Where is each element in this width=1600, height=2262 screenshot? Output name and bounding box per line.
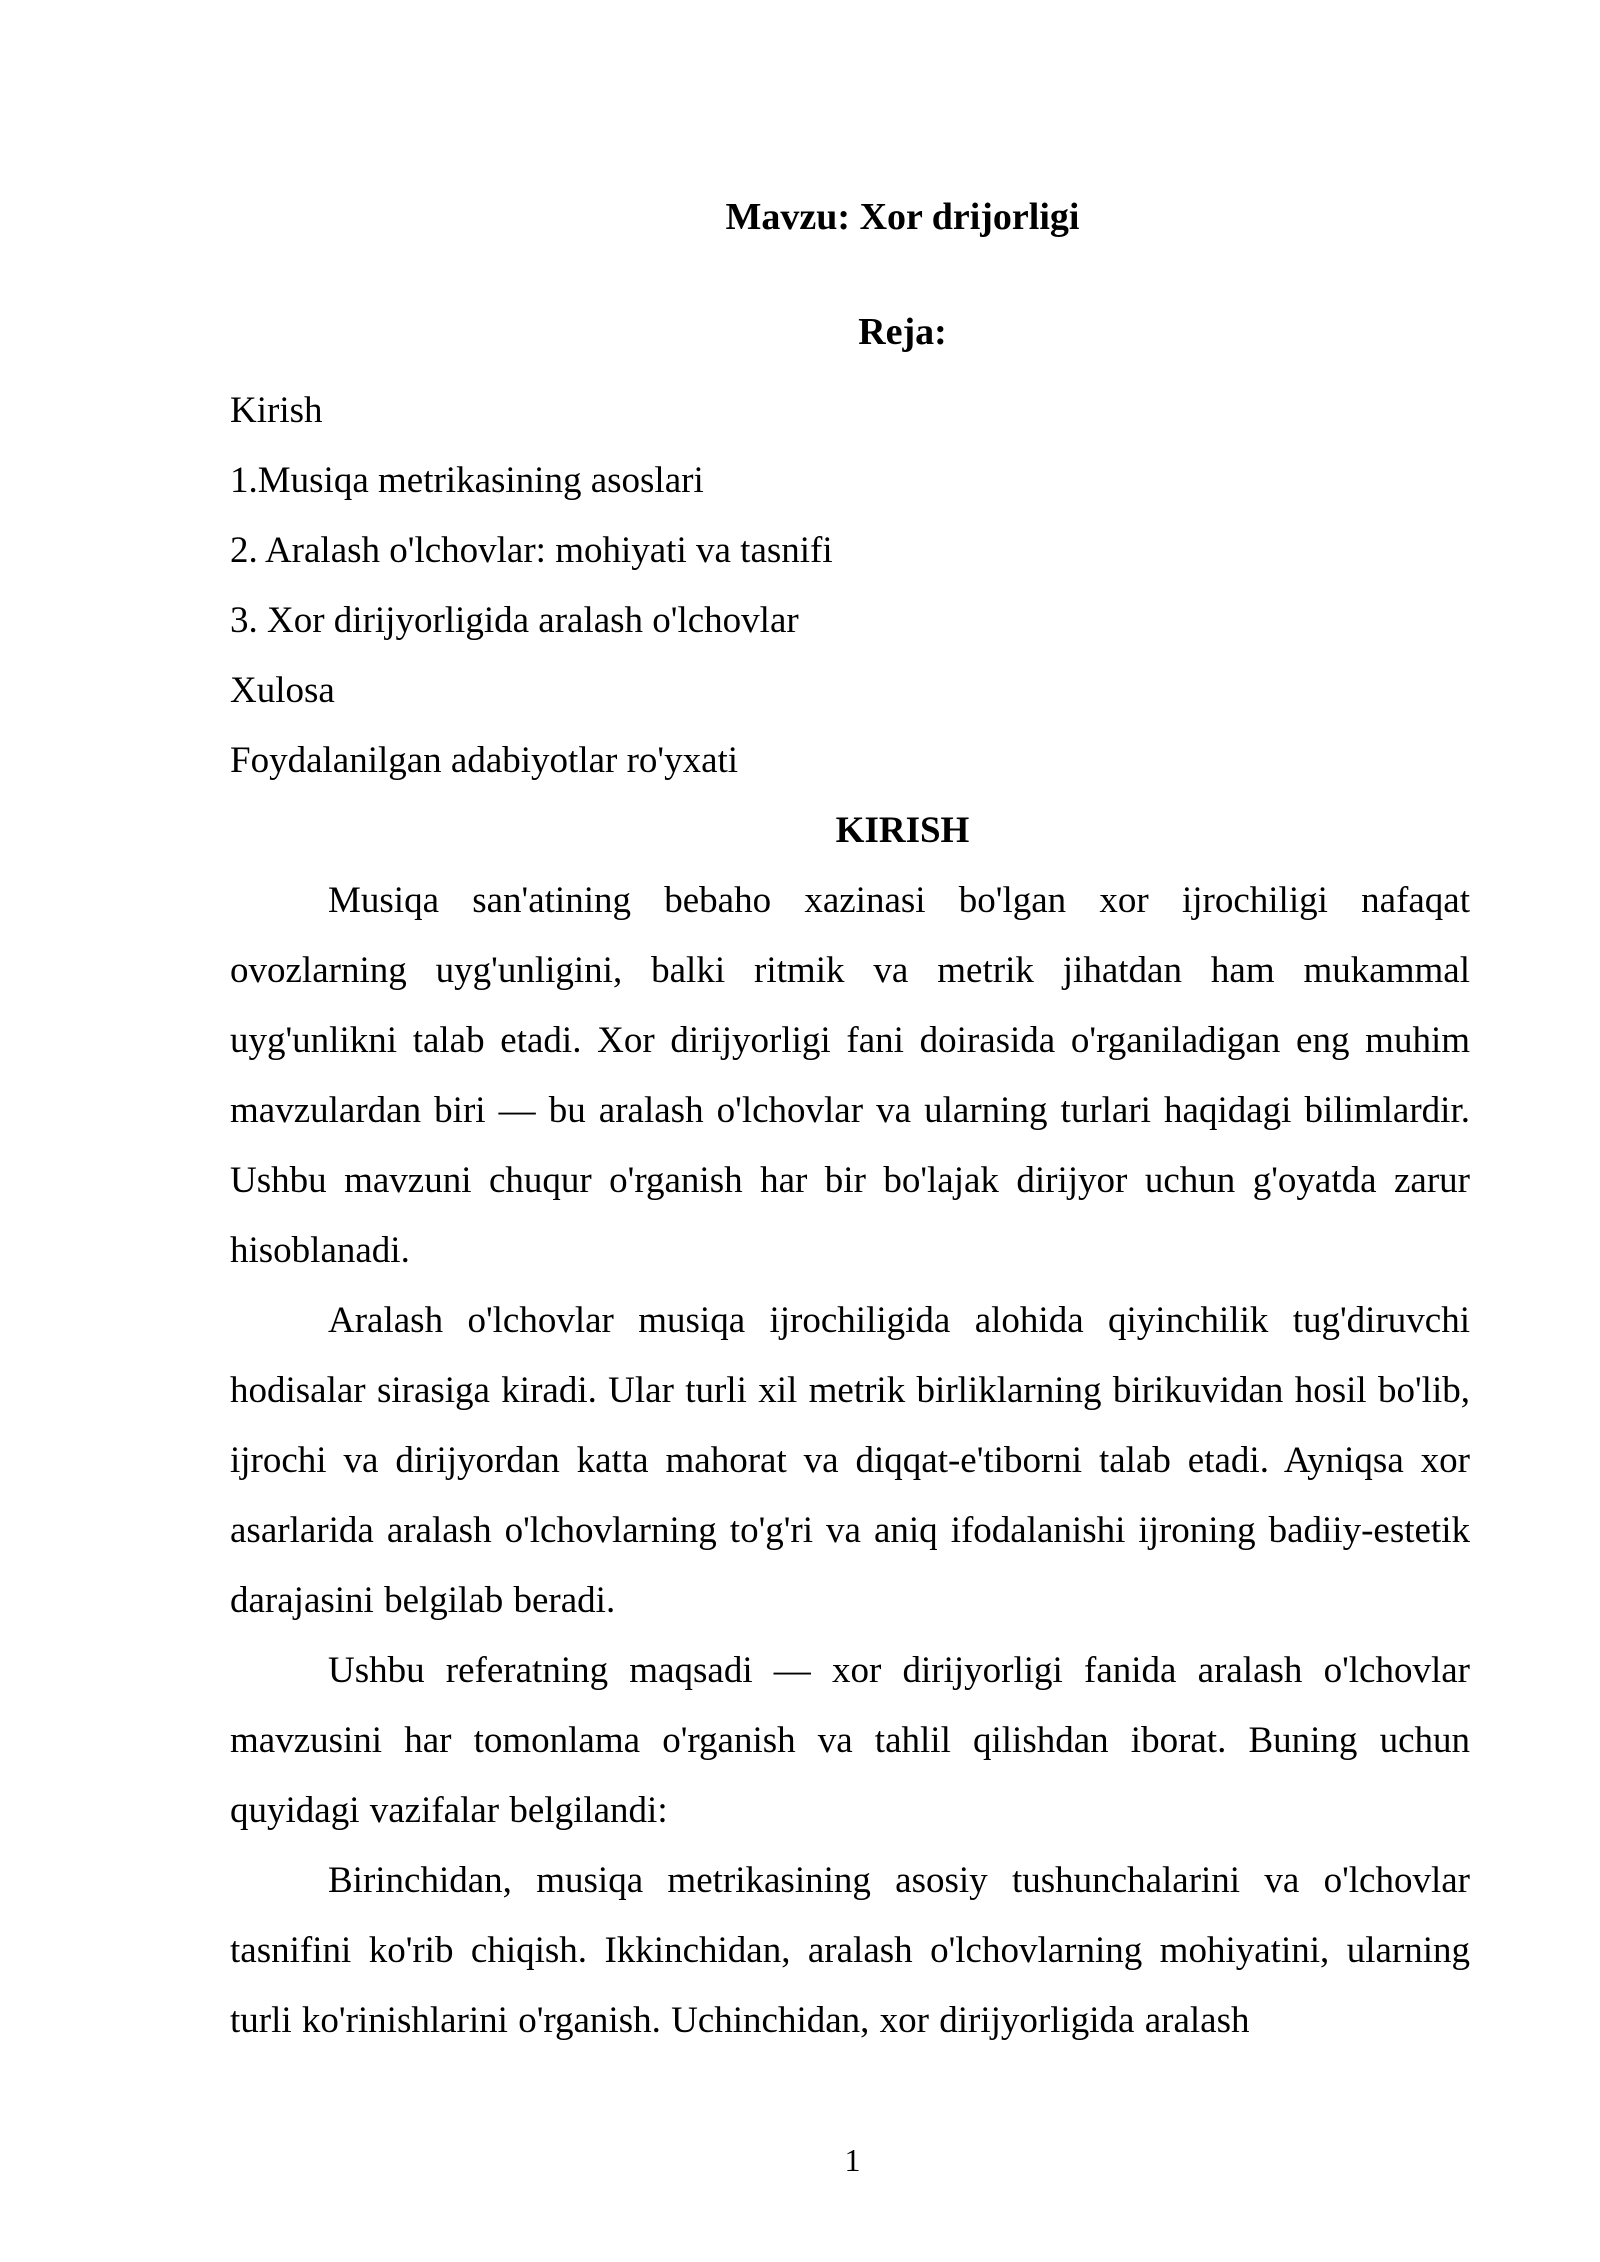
body-paragraph: Aralash o'lchovlar musiqa ijrochiligida alohida qiyinchilik tug'diruvchi hodisalar sirasiga kiradi. Ular turli xil metrik birliklarning birikuvidan hosil bo'lib, ijrochi va dirijyordan katta mahorat va diqqat-e'tiborni talab etadi. Ayniqsa xor asarlarida aralash o'lchovlarning to'g'ri va aniq ifodalanishi ijroning badiiy-estetik darajasini belgilab beradi. xyxy=(230,1300,1470,1621)
page-content xyxy=(230,192,1470,2056)
plan-item: 3. Xor dirijyorligida aralash o'lchovlar xyxy=(230,600,799,641)
section-heading-kirish: KIRISH xyxy=(835,810,970,851)
plan-item: Xulosa xyxy=(230,670,335,711)
plan-item: Foydalanilgan adabiyotlar ro'yxati xyxy=(230,740,739,781)
plan-heading: Reja: xyxy=(858,311,947,353)
body-paragraph: Musiqa san'atining bebaho xazinasi bo'lgan xor ijrochiligi nafaqat ovozlarning uyg'unligini, balki ritmik va metrik jihatdan ham mukammal uyg'unlikni talab etadi. Xor dirijyorligi fani doirasida o'rganiladigan eng muhim mavzulardan biri — bu aralash o'lchovlar va ularning turlari haqidagi bilimlardir. Ushbu mavzuni chuqur o'rganish har bir bo'lajak dirijyor uchun g'oyatda zarur hisoblanadi. xyxy=(230,880,1470,1271)
plan-item: Kirish xyxy=(230,390,323,431)
body-paragraph: Ushbu referatning maqsadi — xor dirijyorligi fanida aralash o'lchovlar mavzusini har tomonlama o'rganish va tahlil qilishdan iborat. Buning uchun quyidagi vazifalar belgilandi: xyxy=(230,1650,1470,1831)
document-title: Mavzu: Xor drijorligi xyxy=(725,196,1080,238)
plan-item: 2. Aralash o'lchovlar: mohiyati va tasnifi xyxy=(230,530,833,571)
page-number: 1 xyxy=(844,2142,861,2178)
plan-list xyxy=(230,376,1470,796)
body-paragraph: Birinchidan, musiqa metrikasining asosiy tushunchalarini va o'lchovlar tasnifini ko'rib chiqish. Ikkinchidan, aralash o'lchovlarning mohiyatini, ularning turli ko'rinishlarini o'rganish. Uchinchidan, xor dirijyorligida aralash xyxy=(230,1860,1470,2041)
plan-item: 1.Musiqa metrikasining asoslari xyxy=(230,460,704,501)
